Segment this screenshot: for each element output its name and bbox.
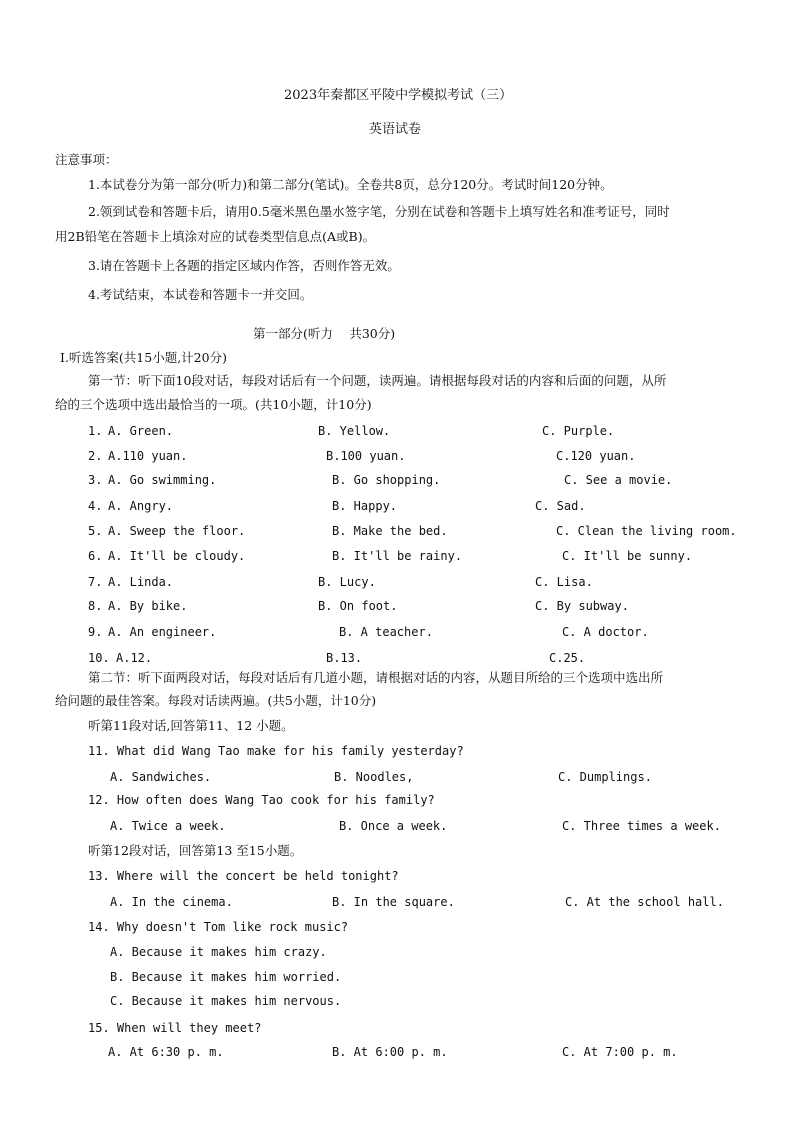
option-b: B. Once a week. <box>339 819 448 833</box>
option-c: C. Lisa. <box>535 575 593 589</box>
sec2-intro-line2: 给问题的最佳答案。每段对话读两遍。(共5小题，计10分) <box>55 693 377 708</box>
option-a: A. An engineer. <box>108 625 217 639</box>
option-c: C. Sad. <box>535 499 586 513</box>
question-number: 6. <box>88 549 103 563</box>
option-c: C. See a movie. <box>564 473 673 487</box>
note-item-1: 1.本试卷分为第一部分(听力)和第二部分(笔试)。全卷共8页，总分120分。考试时间120分钟。 <box>88 177 613 192</box>
question-stem: 14. Why doesn't Tom like rock music? <box>88 920 349 934</box>
exam-subtitle: 英语试卷 <box>369 122 422 137</box>
sec1-intro-line1: 第一节：听下面10段对话，每段对话后有一个问题，读两遍。请根据每段对话的内容和后面的问题，从所 <box>88 373 667 388</box>
question-number: 2. <box>88 449 103 463</box>
option-c: C. Purple. <box>542 424 615 438</box>
option-c: C.120 yuan. <box>556 449 636 463</box>
note-item-2: 2.领到试卷和答题卡后，请用0.5毫米黑色墨水签字笔，分别在试卷和答题卡上填写姓名和准考证号，同时 <box>88 204 670 219</box>
option-a: A. Linda. <box>108 575 174 589</box>
option-b: B. Go shopping. <box>332 473 441 487</box>
option-c: C.25. <box>549 651 586 665</box>
option-b: B. It'll be rainy. <box>332 549 463 563</box>
option-b: B.100 yuan. <box>326 449 406 463</box>
option-a: A. Angry. <box>108 499 174 513</box>
option-c: C. Because it makes him nervous. <box>110 994 342 1008</box>
note-item-4: 4.考试结束，本试卷和答题卡一并交回。 <box>88 287 313 302</box>
question-number: 8. <box>88 599 103 613</box>
option-b: B. On foot. <box>318 599 398 613</box>
option-b: B. Lucy. <box>318 575 376 589</box>
sec1-intro-line2: 给的三个选项中选出最恰当的一项。(共10小题，计10分) <box>55 397 372 412</box>
option-c: C. By subway. <box>535 599 629 613</box>
option-b: B. Make the bed. <box>332 524 448 538</box>
part1-title: 第一部分(听力 共30分) <box>253 326 396 341</box>
option-c: C. It'll be sunny. <box>562 549 693 563</box>
option-b: B. In the square. <box>332 895 455 909</box>
question-number: 1. <box>88 424 103 438</box>
question-number: 3. <box>88 473 103 487</box>
option-a: A. Sandwiches. <box>110 770 212 784</box>
option-b: B.13. <box>326 651 363 665</box>
dialog-12-label: 听第12段对话，回答第13 至15小题。 <box>88 843 303 858</box>
section-label: Ⅰ.听选答案(共15小题,计20分) <box>60 350 227 365</box>
option-a: A. It'll be cloudy. <box>108 549 246 563</box>
question-stem: 11. What did Wang Tao make for his family yesterday? <box>88 744 464 758</box>
option-c: C. At the school hall. <box>565 895 724 909</box>
option-a: A.110 yuan. <box>108 449 188 463</box>
option-c: C. Dumplings. <box>558 770 652 784</box>
option-b: B. Noodles, <box>334 770 414 784</box>
question-stem: 15. When will they meet? <box>88 1021 262 1035</box>
exam-title: 2023年秦都区平陵中学模拟考试（三） <box>284 88 513 103</box>
question-stem: 13. Where will the concert be held tonight? <box>88 869 399 883</box>
option-b: B. A teacher. <box>339 625 433 639</box>
note-item-2-cont: 用2B铅笔在答题卡上填涂对应的试卷类型信息点(A或B)。 <box>55 229 376 244</box>
sec2-intro-line1: 第二节：听下面两段对话，每段对话后有几道小题，请根据对话的内容，从题目所给的三个选项中选出所 <box>88 670 664 685</box>
question-stem: 12. How often does Wang Tao cook for his family? <box>88 793 435 807</box>
option-a: A. By bike. <box>108 599 188 613</box>
option-a: A. Green. <box>108 424 174 438</box>
dialog-11-label: 听第11段对话,回答第11、12 小题。 <box>88 718 294 733</box>
option-a: A.12. <box>116 651 153 665</box>
option-c: C. At 7:00 p. m. <box>562 1045 678 1059</box>
option-c: C. A doctor. <box>562 625 649 639</box>
option-a: A. In the cinema. <box>110 895 233 909</box>
option-a: A. Sweep the floor. <box>108 524 246 538</box>
note-item-3: 3.请在答题卡上各题的指定区域内作答，否则作答无效。 <box>88 258 400 273</box>
option-b: B. Happy. <box>332 499 398 513</box>
question-number: 4. <box>88 499 103 513</box>
question-number: 10. <box>88 651 110 665</box>
option-c: C. Three times a week. <box>562 819 721 833</box>
question-number: 5. <box>88 524 103 538</box>
notes-heading: 注意事项： <box>55 152 118 167</box>
question-number: 9. <box>88 625 103 639</box>
option-a: A. Because it makes him crazy. <box>110 945 327 959</box>
option-b: B. Because it makes him worried. <box>110 970 342 984</box>
option-c: C. Clean the living room. <box>556 524 737 538</box>
option-a: A. At 6:30 p. m. <box>108 1045 224 1059</box>
question-number: 7. <box>88 575 103 589</box>
option-a: A. Go swimming. <box>108 473 217 487</box>
option-b: B. At 6:00 p. m. <box>332 1045 448 1059</box>
option-b: B. Yellow. <box>318 424 391 438</box>
option-a: A. Twice a week. <box>110 819 226 833</box>
